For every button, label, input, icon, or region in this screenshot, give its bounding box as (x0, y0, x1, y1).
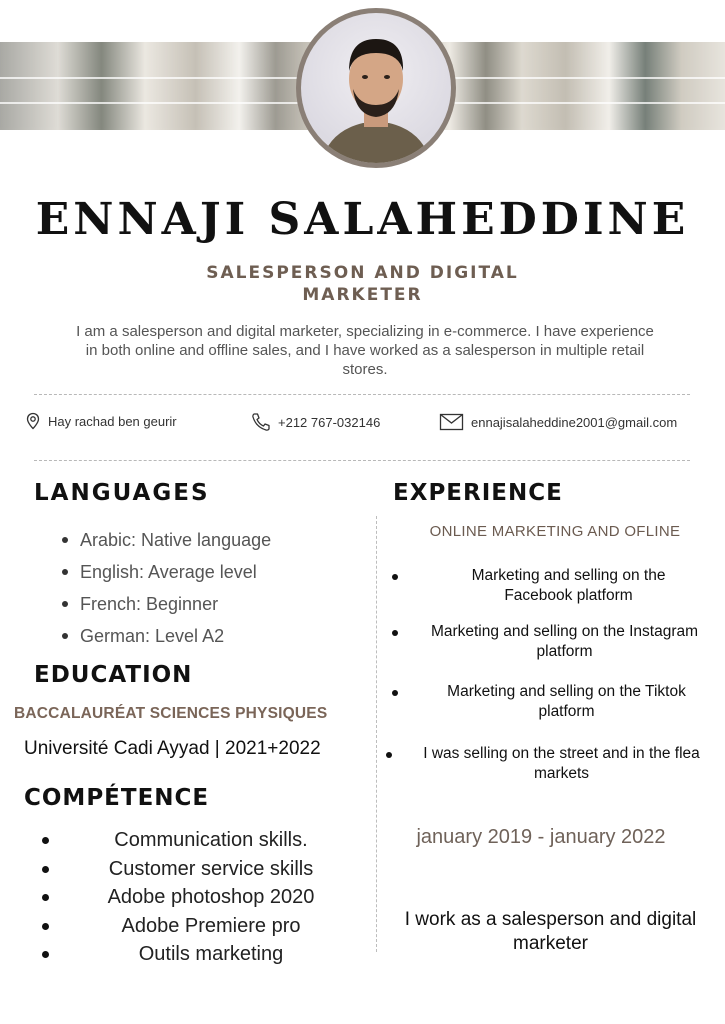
experience-item: Marketing and selling on the Facebook platform (471, 567, 666, 604)
bullet (42, 866, 49, 873)
candidate-name: ENNAJI SALAHEDDINE (35, 194, 690, 245)
job-title-text: SALESPERSON AND DIGITAL MARKETER (206, 263, 519, 305)
list-item (36, 855, 366, 884)
list-item (380, 744, 725, 794)
language-item: English: Average level (80, 561, 257, 582)
education-heading: EDUCATION (34, 662, 193, 688)
education-school: Université Cadi Ayyad | 2021+2022 (24, 738, 321, 759)
list-item (380, 622, 725, 682)
phone-text: +212 767-032146 (278, 414, 381, 430)
bullet (42, 837, 49, 844)
bullet (386, 752, 392, 758)
education-degree: BACCALAURÉAT SCIENCES PHYSIQUES (14, 705, 328, 722)
list-item (36, 826, 366, 855)
list-item (380, 566, 725, 622)
experience-item: Marketing and selling on the Instagram platform (430, 623, 699, 660)
list-item (36, 883, 366, 912)
competence-item: Outils marketing (138, 943, 284, 965)
list-item (62, 620, 271, 652)
column-divider (376, 516, 377, 952)
experience-item: I was selling on the street and in the flea markets (423, 745, 700, 782)
bullet (62, 537, 68, 543)
languages-heading: LANGUAGES (34, 480, 210, 506)
experience-list (380, 566, 725, 794)
language-item: Arabic: Native language (80, 529, 272, 550)
bullet (392, 630, 398, 636)
bullet (62, 569, 68, 575)
list-item (36, 912, 366, 941)
bullet (62, 633, 68, 639)
languages-list (62, 524, 271, 652)
list-item (62, 556, 271, 588)
competence-item: Communication skills. (114, 829, 308, 851)
bullet (62, 601, 68, 607)
email-text: ennajisalaheddine2001@gmail.com (471, 414, 678, 430)
profile-photo (301, 13, 451, 163)
competence-item: Adobe photoshop 2020 (107, 886, 315, 908)
list-item (62, 588, 271, 620)
contact-phone (250, 412, 380, 432)
contact-email (439, 412, 677, 432)
phone-icon (250, 412, 272, 432)
job-title (0, 262, 725, 306)
address-text: Hay rachad ben geurir (48, 413, 177, 429)
experience-item: Marketing and selling on the Tiktok platform (447, 683, 686, 720)
bullet (42, 923, 49, 930)
location-pin-icon (24, 412, 42, 430)
bullet (392, 690, 398, 696)
envelope-icon (439, 412, 465, 432)
contact-address (24, 412, 177, 430)
profile-summary: I am a salesperson and digital marketer, specializing in e-commerce. I have experience in both online and offline sales, and I have worked as a salesperson in multiple retail stores. (76, 323, 654, 378)
divider-top (34, 394, 690, 395)
language-item: German: Level A2 (80, 625, 225, 646)
competence-list (36, 826, 366, 969)
competence-item: Customer service skills (108, 857, 314, 880)
list-item (380, 682, 725, 744)
competence-item: Adobe Premiere pro (121, 914, 301, 937)
experience-description: I work as a salesperson and digital marketer (404, 909, 697, 954)
experience-heading: EXPERIENCE (393, 480, 563, 506)
list-item (36, 940, 366, 969)
divider-bottom (34, 460, 690, 461)
person-portrait-icon (301, 13, 451, 163)
profile-photo-frame (296, 8, 456, 168)
bullet (42, 894, 49, 901)
competence-heading: COMPÉTENCE (24, 785, 210, 811)
bullet (42, 951, 49, 958)
bullet (392, 574, 398, 580)
list-item (62, 524, 271, 556)
language-item: French: Beginner (80, 593, 219, 614)
experience-subtitle: ONLINE MARKETING AND OFLINE (429, 523, 681, 540)
experience-dates: january 2019 - january 2022 (416, 826, 666, 848)
